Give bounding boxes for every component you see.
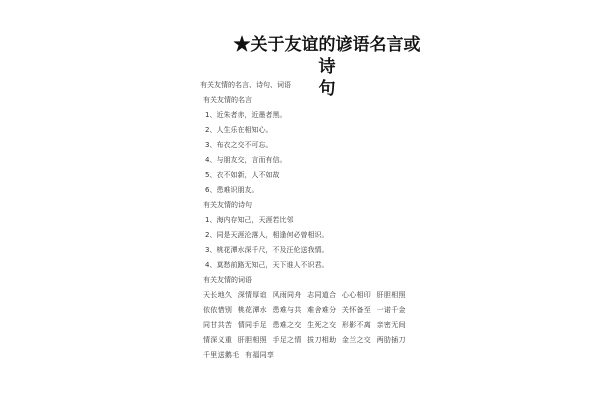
document-content bbox=[200, 78, 420, 363]
intro-line: 有关友情的名言、诗句、词语 bbox=[200, 81, 291, 89]
quote-item: 1、近朱者赤，近墨者黑。 bbox=[205, 111, 287, 119]
quote-item: 4、与朋友交，言而有信。 bbox=[205, 156, 287, 164]
poem-item: 2、同是天涯沦落人，相逢何必曾相识。 bbox=[205, 231, 329, 239]
section-heading-quotes: 有关友情的名言 bbox=[203, 96, 252, 104]
section-heading-poems: 有关友情的诗句 bbox=[203, 201, 252, 209]
title-line-2: 句 bbox=[318, 79, 336, 99]
section-heading-words: 有关友情的词语 bbox=[203, 276, 252, 284]
words-paragraph: 天长地久 深情厚谊 风雨同舟 志同道合 心心相印 肝胆相照 依依惜别 桃花潭水 患难与共 难舍难分 关怀备至 一诺千金 同甘共苦 情同手足 患难之交 生死之交 形影不离 亲密无间 情深义重 肝胆相照 手足之情 拔刀相助 金兰之交 两肋插刀 千里送鹅毛 有福同享 bbox=[203, 291, 406, 359]
quote-item: 2、人生乐在相知心。 bbox=[205, 126, 273, 134]
poem-item: 3、桃花潭水深千尺，不及汪伦送我情。 bbox=[205, 246, 329, 254]
quote-item: 5、衣不如新，人不如故 bbox=[205, 171, 280, 179]
poem-item: 4、莫愁前路无知己，天下谁人不识君。 bbox=[205, 261, 329, 269]
poem-item: 1、海内存知己，天涯若比邻 bbox=[205, 216, 294, 224]
title-line-1: ★关于友谊的谚语名言或诗 bbox=[233, 35, 421, 77]
quote-item: 6、患难识朋友。 bbox=[205, 186, 259, 194]
quote-item: 3、布衣之交不可忘。 bbox=[205, 141, 273, 149]
